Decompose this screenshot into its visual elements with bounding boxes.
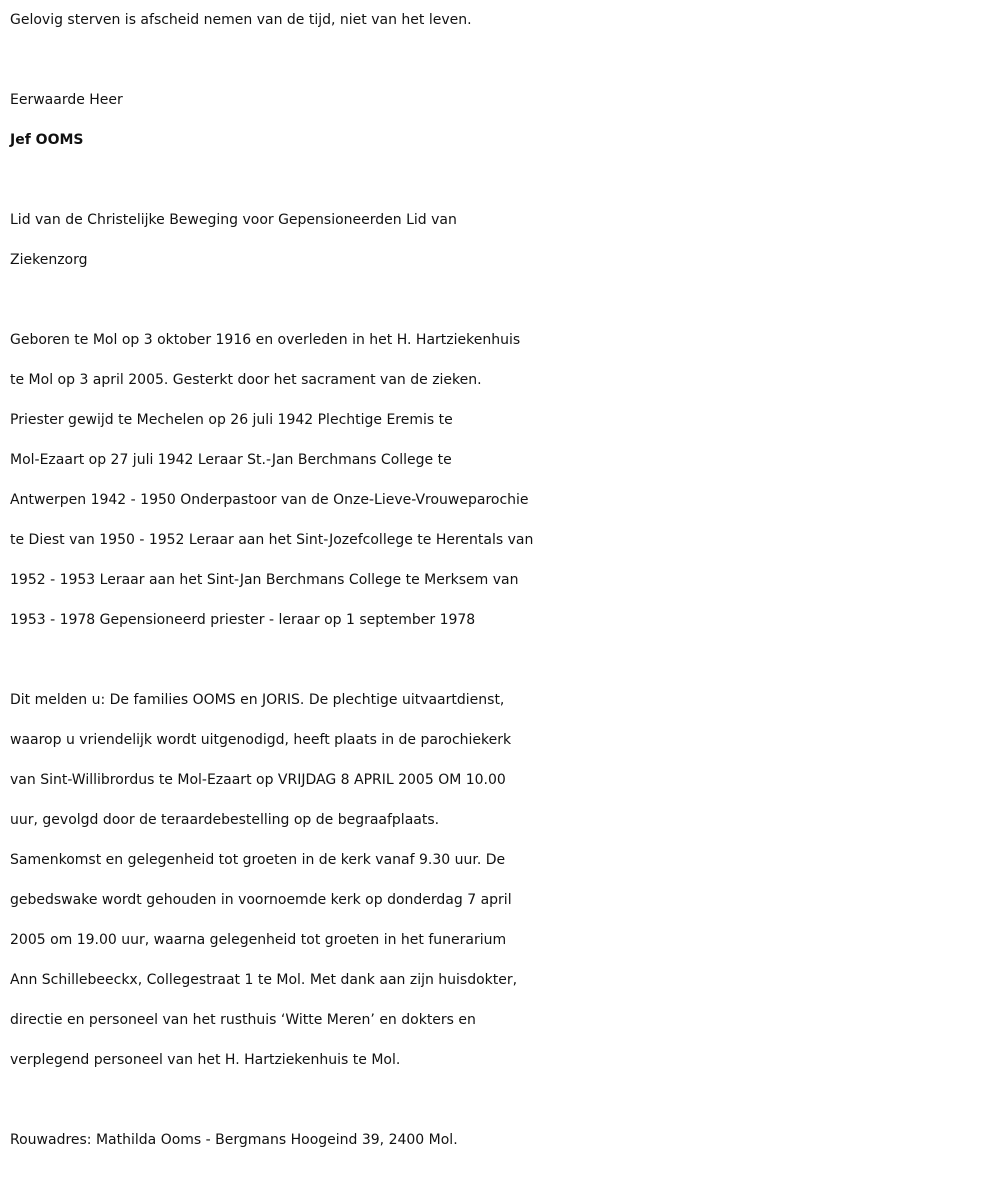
spacer	[10, 280, 995, 320]
biography-paragraph	[10, 320, 995, 640]
deceased-name: Jef OOMS	[10, 132, 84, 148]
obituary-document	[10, 0, 995, 1160]
spacer	[10, 40, 995, 80]
biography-line: 1952 - 1953 Leraar aan het Sint-Jan Berchmans College te Merksem van	[10, 572, 519, 588]
announcement-line: van Sint-Willibrordus te Mol-Ezaart op VRIJDAG 8 APRIL 2005 OM 10.00	[10, 772, 506, 788]
title-prefix: Eerwaarde Heer	[10, 92, 123, 108]
spacer	[10, 1080, 995, 1120]
biography-line: 1953 - 1978 Gepensioneerd priester - leraar op 1 september 1978	[10, 612, 476, 628]
biography-line: te Mol op 3 april 2005. Gesterkt door het sacrament van de zieken.	[10, 372, 482, 388]
announcement-line: Ann Schillebeeckx, Collegestraat 1 te Mol. Met dank aan zijn huisdokter,	[10, 972, 518, 988]
spacer	[10, 640, 995, 680]
announcement-paragraph	[10, 680, 995, 1080]
biography-line: Antwerpen 1942 - 1950 Onderpastoor van de Onze-Lieve-Vrouweparochie	[10, 492, 529, 508]
announcement-line: Dit melden u: De families OOMS en JORIS. De plechtige uitvaartdienst,	[10, 692, 505, 708]
memberships-paragraph	[10, 200, 995, 280]
announcement-line: uur, gevolgd door de teraardebestelling op de begraafplaats.	[10, 812, 440, 828]
biography-line: Geboren te Mol op 3 oktober 1916 en overleden in het H. Hartziekenhuis	[10, 332, 521, 348]
announcement-line: Samenkomst en gelegenheid tot groeten in de kerk vanaf 9.30 uur. De	[10, 852, 506, 868]
biography-line: Priester gewijd te Mechelen op 26 juli 1942 Plechtige Eremis te	[10, 412, 453, 428]
memberships-line: Ziekenzorg	[10, 252, 88, 268]
biography-line: Mol-Ezaart op 27 juli 1942 Leraar St.-Jan Berchmans College te	[10, 452, 452, 468]
mourning-address: Rouwadres: Mathilda Ooms - Bergmans Hoogeind 39, 2400 Mol.	[10, 1132, 458, 1148]
announcement-line: 2005 om 19.00 uur, waarna gelegenheid tot groeten in het funerarium	[10, 932, 507, 948]
biography-line: te Diest van 1950 - 1952 Leraar aan het Sint-Jozefcollege te Herentals van	[10, 532, 534, 548]
announcement-line: waarop u vriendelijk wordt uitgenodigd, heeft plaats in de parochiekerk	[10, 732, 512, 748]
motto: Gelovig sterven is afscheid nemen van de tijd, niet van het leven.	[10, 12, 472, 28]
spacer	[10, 160, 995, 200]
announcement-line: directie en personeel van het rusthuis ‘Witte Meren’ en dokters en	[10, 1012, 476, 1028]
announcement-line: gebedswake wordt gehouden in voornoemde kerk op donderdag 7 april	[10, 892, 512, 908]
announcement-line: verplegend personeel van het H. Hartziekenhuis te Mol.	[10, 1052, 401, 1068]
memberships-line: Lid van de Christelijke Beweging voor Gepensioneerden Lid van	[10, 212, 457, 228]
